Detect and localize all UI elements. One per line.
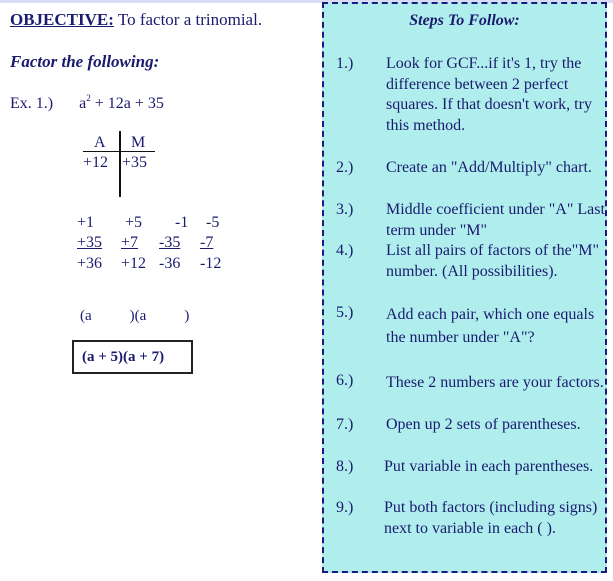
add-multiply-chart [83,134,163,198]
steps-title: Steps To Follow: [409,12,520,29]
m-value: +35 [122,154,148,171]
example-label: Ex. 1.) [10,95,54,112]
chart-vertical-line [119,131,121,197]
objective-line [10,10,262,30]
objective-text: To factor a trinomial. [117,10,263,29]
answer-box: (a + 5)(a + 7) [72,340,193,374]
factor-heading: Factor the following: [10,52,160,71]
m-header: M [131,134,146,151]
example-expression: $a^2 + 12a + 35$ [79,93,164,112]
a-value: +12 [83,154,109,171]
empty-parentheses: (a )(a ) [80,308,190,324]
a-header: A [94,134,106,151]
objective-label: OBJECTIVE: [10,10,114,29]
steps-box: Steps To Follow: 1.) Look for GCF...if it's 1, try the difference between 2 perfect squares. If that doesn't work, try this method. 2.) Create an "Add/Multiply" chart. 3.) Middle coefficient under "A" Last term under "M" 4.) List all pairs of factors of the"M" number. (All possibilities). 5.) Add each pair, which one equals the number under "A"? 6.) These 2 numbers are your factors. 7.) Open up 2 sets of parentheses. 8.) Put variable in each parentheses. 9.) Put both factors (including signs) next to variable in each ( ). [322,2,607,573]
example-line [10,93,164,113]
